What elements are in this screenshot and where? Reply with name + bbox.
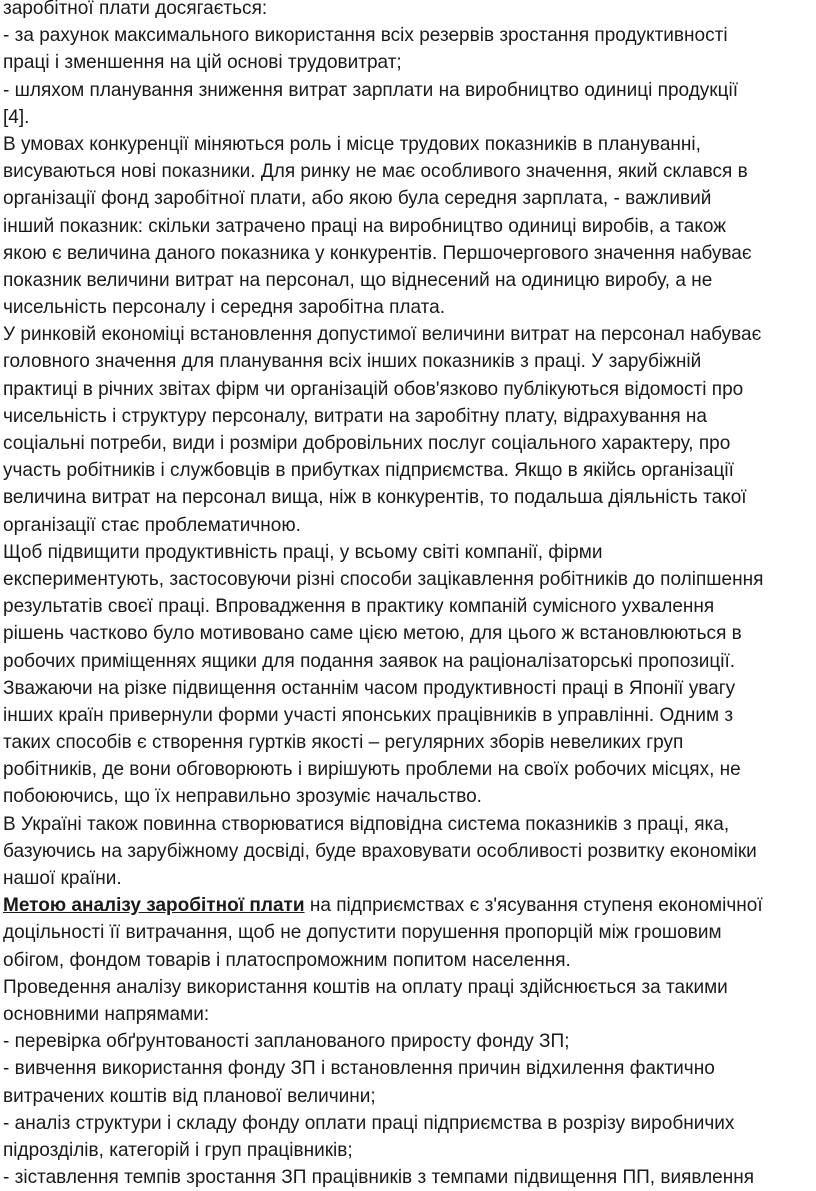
text-line: робітників, де вони обговорюють і вирішують проблеми на своїх робочих місцях, не xyxy=(3,759,741,781)
text-line: [4]. xyxy=(3,106,30,128)
text-line: організації фонд заробітної плати, або якою була середня зарплата, - важливий xyxy=(3,188,712,210)
text-line: практиці в річних звітах фірм чи організацій обов'язково публікуються відомості про xyxy=(3,378,744,400)
text-line: заробітної плати досягається: xyxy=(3,0,268,19)
text-line: висуваються нові показники. Для ринку не має особливого значення, який склався в xyxy=(3,161,748,183)
text-line: підрозділів, категорій і груп працівників; xyxy=(3,1139,353,1161)
text-line: В умовах конкуренції міняються роль і місце трудових показників в плануванні, xyxy=(3,133,701,155)
text-line: результатів своєї праці. Впровадження в практику компаній сумісного ухвалення xyxy=(3,596,715,618)
text-line: - аналіз структури і складу фонду оплати праці підприємства в розрізу виробничих xyxy=(3,1112,735,1134)
text-line: - перевірка обґрунтованості запланованого приросту фонду ЗП; xyxy=(3,1031,570,1053)
text-line: - зіставлення темпів зростання ЗП працівників з темпами підвищення ПП, виявлення xyxy=(3,1167,755,1189)
text-line: В Україні також повинна створюватися відповідна система показників з праці, яка, xyxy=(3,813,730,835)
text-line: базуючись на зарубіжному досвіді, буде враховувати особливості розвитку економіки xyxy=(3,840,757,862)
text-line: обігом, фондом товарів і платоспроможним попитом населення. xyxy=(3,949,571,971)
text-line: нашої країни. xyxy=(3,868,122,889)
text-line: Зважаючи на різке підвищення останнім часом продуктивності праці в Японії увагу xyxy=(3,677,736,699)
text-line: витрачених коштів від планової величини; xyxy=(3,1085,376,1107)
text-line: головного значення для планування всіх інших показників з праці. У зарубіжній xyxy=(3,351,702,373)
text-line: інший показник: скільки затрачено праці на виробництво одиниці виробів, а також xyxy=(3,215,726,237)
document-page xyxy=(3,0,816,1191)
text-line: організації стає проблематичною. xyxy=(3,514,301,536)
emphasis-line xyxy=(3,892,809,919)
text-line: рішень частково було мотивовано саме цією метою, для цього ж встановлюються в xyxy=(3,623,742,645)
text-line: - за рахунок максимального використання всіх резервів зростання продуктивності xyxy=(3,25,728,47)
text-line: основними напрямами: xyxy=(3,1003,210,1025)
text-line: чисельність персоналу і середня заробітна плата. xyxy=(3,297,446,319)
text-line: Проведення аналізу використання коштів на оплату праці здійснюється за такими xyxy=(3,976,728,998)
body-text-lower xyxy=(3,919,816,1191)
text-line: робочих приміщеннях ящики для подання заявок на раціоналізаторські пропозиції. xyxy=(3,650,736,672)
text-line: побоюючись, що їх неправильно зрозуміє начальство. xyxy=(3,786,482,808)
text-line: участь робітників і службовців в прибутках підприємства. Якщо в якійсь організації xyxy=(3,460,734,482)
body-text-upper xyxy=(3,0,816,892)
emphasis-rest: на підприємствах є з'ясування ступеня економічної xyxy=(304,895,763,917)
text-line: - вивчення використання фонду ЗП і встановлення причин відхилення фактично xyxy=(3,1058,715,1080)
text-line: величина витрат на персонал вища, ніж в конкурентів, то подальша діяльність такої xyxy=(3,487,747,509)
text-line: якою є величина даного показника у конкурентів. Першочергового значення набуває xyxy=(3,242,752,264)
text-line: У ринковій економіці встановлення допустимої величини витрат на персонал набуває xyxy=(3,324,762,346)
text-line: Щоб підвищити продуктивність праці, у всьому світі компанії, фірми xyxy=(3,541,603,563)
text-line: інших країн привернули форми участі японських працівників в управлінні. Одним з xyxy=(3,704,734,726)
text-line: чисельність і структуру персоналу, витрати на заробітну плату, відрахування на xyxy=(3,405,708,427)
text-line: доцільності її витрачання, щоб не допустити порушення пропорцій між грошовим xyxy=(3,922,722,944)
text-line: експериментують, застосовуючи різні способи зацікавлення робітників до поліпшення xyxy=(3,568,764,590)
text-line: таких способів є створення гуртків якості – регулярних зборів невеликих груп xyxy=(3,732,684,754)
text-line: праці і зменшення на цій основі трудовитрат; xyxy=(3,52,402,74)
emphasis-label: Метою аналізу заробітної плати xyxy=(3,895,305,917)
text-line: соціальні потреби, види і розміри добровільних послуг соціального характеру, про xyxy=(3,433,731,454)
text-line: показник величини витрат на персонал, що віднесений на одиницю виробу, а не xyxy=(3,269,713,291)
text-line: - шляхом планування зниження витрат зарплати на виробництво одиниці продукції xyxy=(3,79,739,101)
